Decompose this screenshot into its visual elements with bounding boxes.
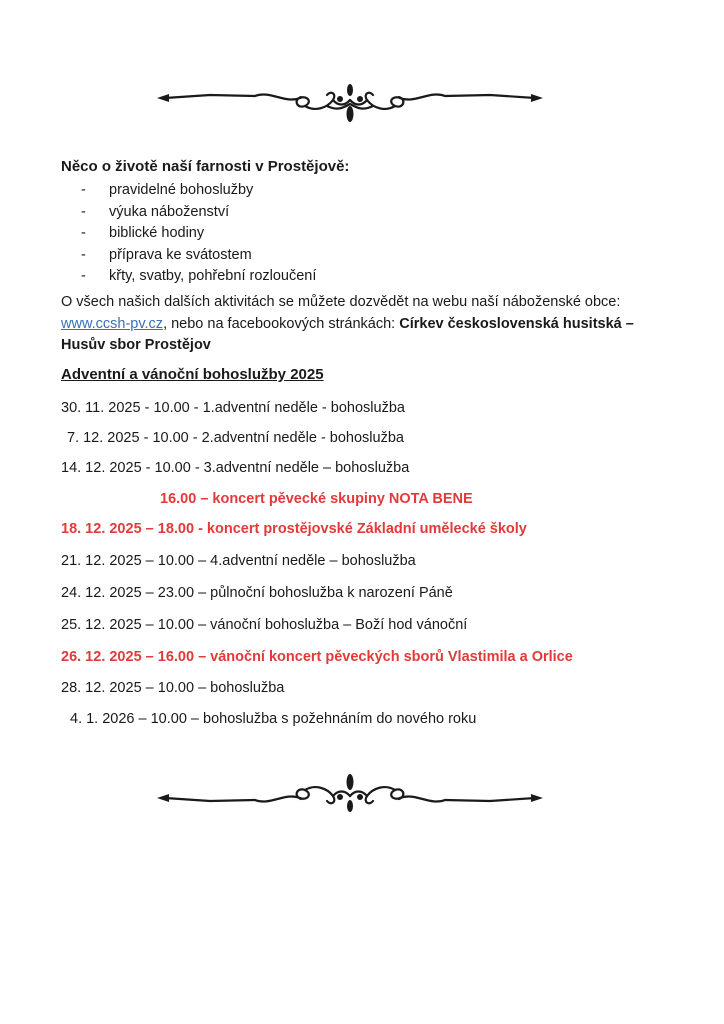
list-item-text: biblické hodiny [109,225,205,241]
schedule-row: 24. 12. 2025 – 23.00 – půlnoční bohoslužba k narození Páně [61,585,453,601]
list-item [61,180,316,202]
schedule-row: 28. 12. 2025 – 10.00 – bohoslužba [61,680,285,696]
info-lead: O všech našich dalších aktivitách se můžete dozvědět na webu naší náboženské obce: [61,294,621,310]
list-item [61,223,316,245]
list-item [61,202,316,224]
schedule-row: 14. 12. 2025 - 10.00 - 3.adventní neděle – bohoslužba [61,460,410,476]
list-item [61,245,316,267]
schedule-row-highlight: 18. 12. 2025 – 18.00 - koncert prostějovské Základní umělecké školy [61,521,527,537]
schedule-row: 25. 12. 2025 – 10.00 – vánoční bohoslužba – Boží hod vánoční [61,617,468,633]
list-dash: - [81,225,86,241]
info-paragraph [61,292,661,357]
list-item-text: pravidelné bohoslužby [109,182,254,198]
list-dash: - [81,268,86,284]
schedule-title: Adventní a vánoční bohoslužby 2025 [61,366,324,383]
list-item-text: výuka náboženství [109,203,230,220]
list-dash: - [81,182,86,198]
website-link[interactable]: www.ccsh-pv.cz [61,315,164,332]
schedule-row: 4. 1. 2026 – 10.00 – bohoslužba s požehnáním do nového roku [70,711,477,727]
schedule-row-highlight: 26. 12. 2025 – 16.00 – vánoční koncert pěveckých sborů Vlastimila a Orlice [61,649,573,665]
list-item-text: příprava ke svátostem [109,246,252,263]
activity-list [61,180,316,288]
list-item [61,266,316,288]
list-dash: - [81,246,86,263]
church-name: Církev československá husitská – Husův sbor Prostějov [61,315,634,353]
list-item-text: křty, svatby, pohřební rozloučení [109,268,317,284]
intro-title: Něco o životě naší farnosti v Prostějově: [61,158,350,175]
bottom-ornament-icon [155,768,545,818]
list-dash: - [81,203,86,220]
schedule-row-highlight: 16.00 – koncert pěvecké skupiny NOTA BENE [160,491,473,507]
schedule-row: 21. 12. 2025 – 10.00 – 4.adventní neděle – bohoslužba [61,553,416,569]
top-ornament-icon [155,78,545,128]
schedule-row: 7. 12. 2025 - 10.00 - 2.adventní neděle - bohoslužba [67,430,404,446]
info-middle: , nebo na facebookových stránkách: [163,315,400,332]
schedule-row: 30. 11. 2025 - 10.00 - 1.adventní neděle - bohoslužba [61,400,405,416]
